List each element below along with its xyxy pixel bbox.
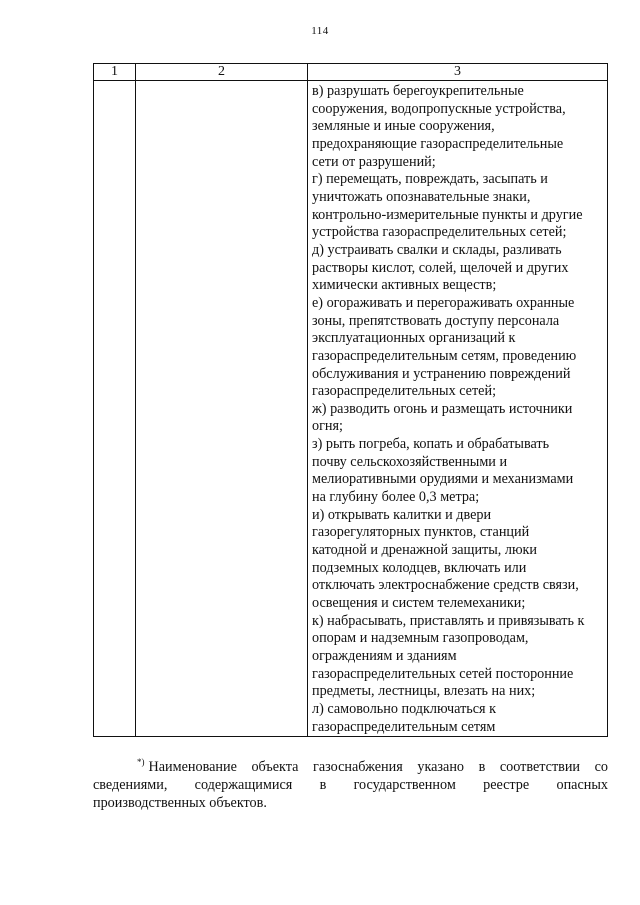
footnote-line-3: производственных объектов. <box>93 795 267 811</box>
text-line: газораспределительных сетей; <box>312 383 497 400</box>
text-line: почву сельскохозяйственными и <box>312 453 508 470</box>
text-line: земляные и иные сооружения, <box>312 118 495 135</box>
text-line: сооружения, водопропускные устройства, <box>312 100 566 117</box>
text-line: г) перемещать, повреждать, засыпать и <box>312 171 548 188</box>
footnote-marker: *) <box>137 757 145 768</box>
text-line: предметы, лестницы, влезать на них; <box>312 683 536 700</box>
column-header-2: 2 <box>136 64 308 81</box>
page-number: 114 <box>311 25 329 37</box>
text-line: сети от разрушений; <box>312 153 436 170</box>
footnote <box>93 758 608 812</box>
text-line: опорам и надземным газопроводам, <box>312 630 529 647</box>
text-line: газораспределительным сетям, проведению <box>312 347 577 364</box>
text-line: обслуживания и устранению повреждений <box>312 365 571 382</box>
text-line: ограждениям и зданиям <box>312 648 457 664</box>
text-line: уничтожать опознавательные знаки, <box>312 188 531 205</box>
text-line: газорегуляторных пунктов, станций <box>312 524 530 541</box>
text-line: растворы кислот, солей, щелочей и других <box>312 259 569 276</box>
table-row <box>94 81 608 737</box>
text-line: мелиоративными орудиями и механизмами <box>312 471 574 488</box>
table-cell-col2 <box>136 81 308 737</box>
text-line: и) открывать калитки и двери <box>312 506 492 523</box>
text-line: освещения и систем телемеханики; <box>312 595 526 612</box>
text-line: е) огораживать и перегораживать охранные <box>312 294 575 311</box>
text-line: л) самовольно подключаться к <box>312 700 497 717</box>
text-line: контрольно-измерительные пункты и другие <box>312 206 583 223</box>
text-line: предохраняющие газораспределительные <box>312 135 564 152</box>
text-line: подземных колодцев, включать или <box>312 559 527 576</box>
column-header-3: 3 <box>308 64 608 81</box>
text-line: катодной и дренажной защиты, люки <box>312 542 538 559</box>
text-line: в) разрушать берегоукрепительные <box>312 83 524 99</box>
text-line: зоны, препятствовать доступу персонала <box>312 312 560 329</box>
text-line: газораспределительным сетям <box>312 718 496 735</box>
text-line: ж) разводить огонь и размещать источники <box>312 400 573 417</box>
table-cell-col3 <box>308 81 608 737</box>
text-line: на глубину более 0,3 метра; <box>312 489 480 506</box>
text-line: газораспределительных сетей посторонние <box>312 665 574 682</box>
table-cell-col1 <box>94 81 136 737</box>
footnote-text-1: Наименование объекта газоснабжения указано в соответствии со <box>148 759 608 775</box>
column-header-1: 1 <box>94 64 136 81</box>
text-line: эксплуатационных организаций к <box>312 330 516 347</box>
text-line: з) рыть погреба, копать и обрабатывать <box>312 436 550 453</box>
table-header-row <box>94 64 608 81</box>
footnote-line-1 <box>93 758 608 776</box>
text-line: к) набрасывать, приставлять и привязывать к <box>312 612 585 629</box>
text-line: химически активных веществ; <box>312 277 497 294</box>
text-line: д) устраивать свалки и склады, разливать <box>312 241 562 258</box>
document-table <box>93 63 608 737</box>
footnote-line-2: сведениями, содержащимися в государственном реестре опасных <box>93 777 608 793</box>
text-line: устройства газораспределительных сетей; <box>312 224 567 241</box>
text-line: отключать электроснабжение средств связи, <box>312 577 579 594</box>
text-line: огня; <box>312 418 343 435</box>
